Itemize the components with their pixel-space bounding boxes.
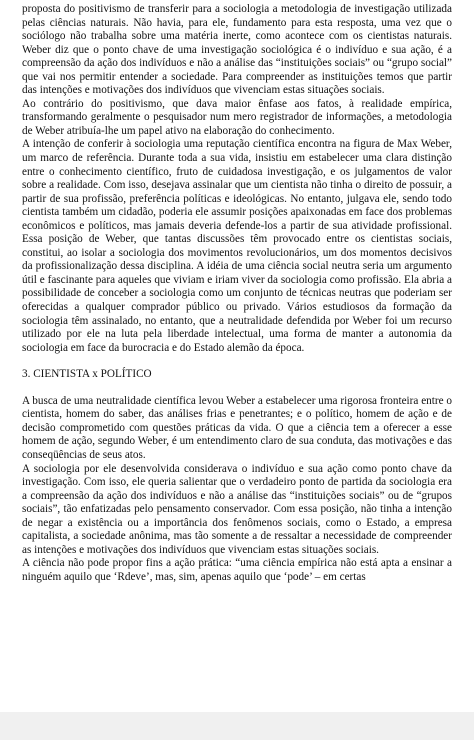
section-heading: 3. CIENTISTA x POLÍTICO <box>22 368 152 381</box>
viewer-bottom-bar <box>0 712 474 740</box>
paragraph-empirical-science: A ciência não pode propor fins a ação prática: “uma ciência empírica não está apta a ensinar a ninguém aquilo que ‘Rdeve’, mas, sim, apenas aquilo que ‘pode’ – em certas <box>22 557 452 583</box>
paragraph-positivism-method: proposta do positivismo de transferir para a sociologia a metodologia de investigação utilizada pelas ciências naturais. Não havia, para ele, fundamento para esta resposta, uma vez que o sociólogo não trabalha sobre uma matéria inerte, como acontece com os cientistas naturais. Weber diz que o ponto chave de uma investigação sociológica é o indivíduo e sua ação, é a compreensão da ação dos indivíduos e não a análise das “instituições sociais” ou “grupo social” que vai nos permitir entender a sociedade. Para compreender as instituições temos que partir das intenções e motivações dos indivíduos que vivenciam estas situações sociais. <box>22 3 452 97</box>
paragraph-scientist-politician: A busca de uma neutralidade científica levou Weber a estabelecer uma rigorosa fronteira entre o cientista, homem do saber, das análises frias e penetrantes; e o político, homem de ação e de decisão comprometido com questões práticas da vida. O que a ciência tem a oferecer a esse homem de ação, segundo Weber, é um entendimento claro de sua conduta, das motivações e das conseqüências de seus atos. <box>22 394 452 461</box>
paragraph-scientific-reputation: A intenção de conferir à sociologia uma reputação científica encontra na figura de Max Weber, um marco de referência. Durante toda a sua vida, insistiu em estabelecer uma clara distinção entre o conhecimento científico, fruto de cuidadosa investigação, e os julgamentos de valor sobre a realidade. Com isso, desejava assinalar que um cientista não tinha o direito de possuir, a partir de sua profissão, preferência políticas e ideológicas. No entanto, julgava ele, sendo todo cientista também um cidadão, poderia ele assumir posições apaixonadas em face dos problemas econômicos e políticos, mas jamais deveria defende-los a partir de sua atividade profissional. Essa posição de Weber, que tantas discussões têm provocado entre os cientistas sociais, constitui, ao isolar a sociologia dos movimentos revolucionários, um dos momentos decisivos da profissionalização dessa disciplina. A idéia de uma ciência social neutra seria um argumento útil e fascinante para aqueles que viviam e iriam viver da sociologia como profissão. Ela abria a possibilidade de conceber a sociologia como um conjunto de técnicas neutras que poderiam ser oferecidas a qualquer comprador público ou privado. Vários estudiosos da formação da sociologia têm assinalado, no entanto, que a neutralidade defendida por Weber foi um recurso utilizado por ele na luta pela liberdade intelectual, uma forma de manter a autonomia da sociologia em face da burocracia e do Estado alemão da época. <box>22 138 452 354</box>
paragraph-weber-methodology: Ao contrário do positivismo, que dava maior ênfase aos fatos, à realidade empírica, transformando geralmente o pesquisador num mero registrador de informações, a metodologia de Weber atribuía-lhe um papel ativo na elaboração do conhecimento. <box>22 97 452 137</box>
paragraph-individual-action: A sociologia por ele desenvolvida considerava o indivíduo e sua ação como ponto chave da investigação. Com isso, ele queria salientar que o verdadeiro ponto de partida da sociologia era a compreensão da ação dos indivíduos e não a análise das “instituições sociais” ou de “grupos sociais”, tão enfatizadas pelo pensamento conservador. Com essa posição, não tinha a intenção de negar a existência ou a importância dos fenômenos sociais, como o Estado, a empresa capitalista, a sociedade anônima, mas tão somente a de ressaltar a necessidade de compreender as intenções e motivações dos indivíduos que vivenciam estas situações sociais. <box>22 462 452 556</box>
